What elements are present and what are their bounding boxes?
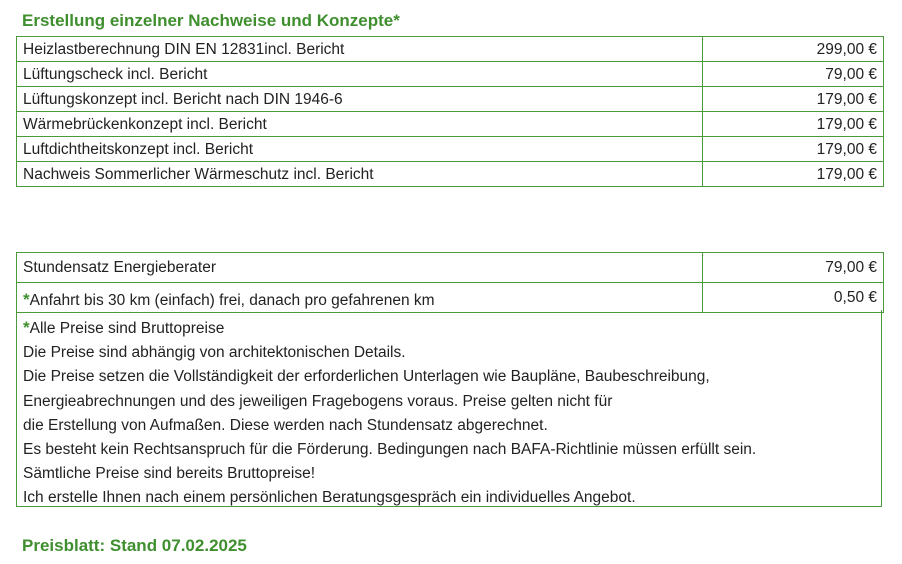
table-row (17, 253, 884, 283)
footnote-asterisk: * (23, 318, 30, 337)
table-row (17, 87, 884, 112)
services-price-table (16, 36, 884, 187)
note-text: Alle Preise sind Bruttopreise (29, 320, 225, 337)
note-line: Energieabrechnungen und des jeweiligen Fragebogens voraus. Preise gelten nicht für (23, 392, 613, 410)
service-price: 179,00 € (703, 112, 884, 137)
table-row (17, 162, 884, 187)
service-label: Lüftungskonzept incl. Bericht nach DIN 1946-6 (17, 87, 703, 112)
table-row (17, 112, 884, 137)
table-row (17, 62, 884, 87)
footnote-asterisk: * (23, 290, 30, 309)
note-line (23, 316, 875, 341)
price-sheet-date: Preisblatt: Stand 07.02.2025 (22, 536, 247, 555)
service-price: 79,00 € (703, 62, 884, 87)
service-price: 179,00 € (703, 137, 884, 162)
rate-price: 79,00 € (703, 253, 884, 283)
table-row (17, 283, 884, 313)
table-row (17, 137, 884, 162)
service-price: 179,00 € (703, 162, 884, 187)
table-row (17, 37, 884, 62)
service-label: Heizlastberechnung DIN EN 12831incl. Bericht (17, 37, 703, 62)
rates-price-table (16, 252, 884, 313)
note-line: Sämtliche Preise sind bereits Bruttopreise! (23, 465, 316, 483)
price-notes-box (16, 310, 882, 507)
section-title: Erstellung einzelner Nachweise und Konzepte* (22, 11, 400, 30)
note-line: Ich erstelle Ihnen nach einem persönlichen Beratungsgespräch ein individuelles Angebot. (23, 489, 636, 507)
note-line: Die Preise setzen die Vollständigkeit der erforderlichen Unterlagen wie Baupläne, Baubeschreibung, (23, 368, 710, 386)
service-label: Lüftungscheck incl. Bericht (17, 62, 703, 87)
service-label: Wärmebrückenkonzept incl. Bericht (17, 112, 703, 137)
travel-cost-cell (17, 283, 703, 313)
rate-label: Stundensatz Energieberater (17, 253, 703, 283)
service-price: 179,00 € (703, 87, 884, 112)
rate-label: Anfahrt bis 30 km (einfach) frei, danach pro gefahrenen km (29, 292, 435, 309)
service-label: Nachweis Sommerlicher Wärmeschutz incl. Bericht (17, 162, 703, 187)
note-line: Die Preise sind abhängig von architektonischen Details. (23, 344, 406, 362)
service-label: Luftdichtheitskonzept incl. Bericht (17, 137, 703, 162)
service-price: 299,00 € (703, 37, 884, 62)
note-line: die Erstellung von Aufmaßen. Diese werden nach Stundensatz abgerechnet. (23, 416, 548, 434)
note-line: Es besteht kein Rechtsanspruch für die Förderung. Bedingungen nach BAFA-Richtlinie müssen erfüllt sein. (23, 441, 757, 459)
rate-price: 0,50 € (703, 283, 884, 313)
